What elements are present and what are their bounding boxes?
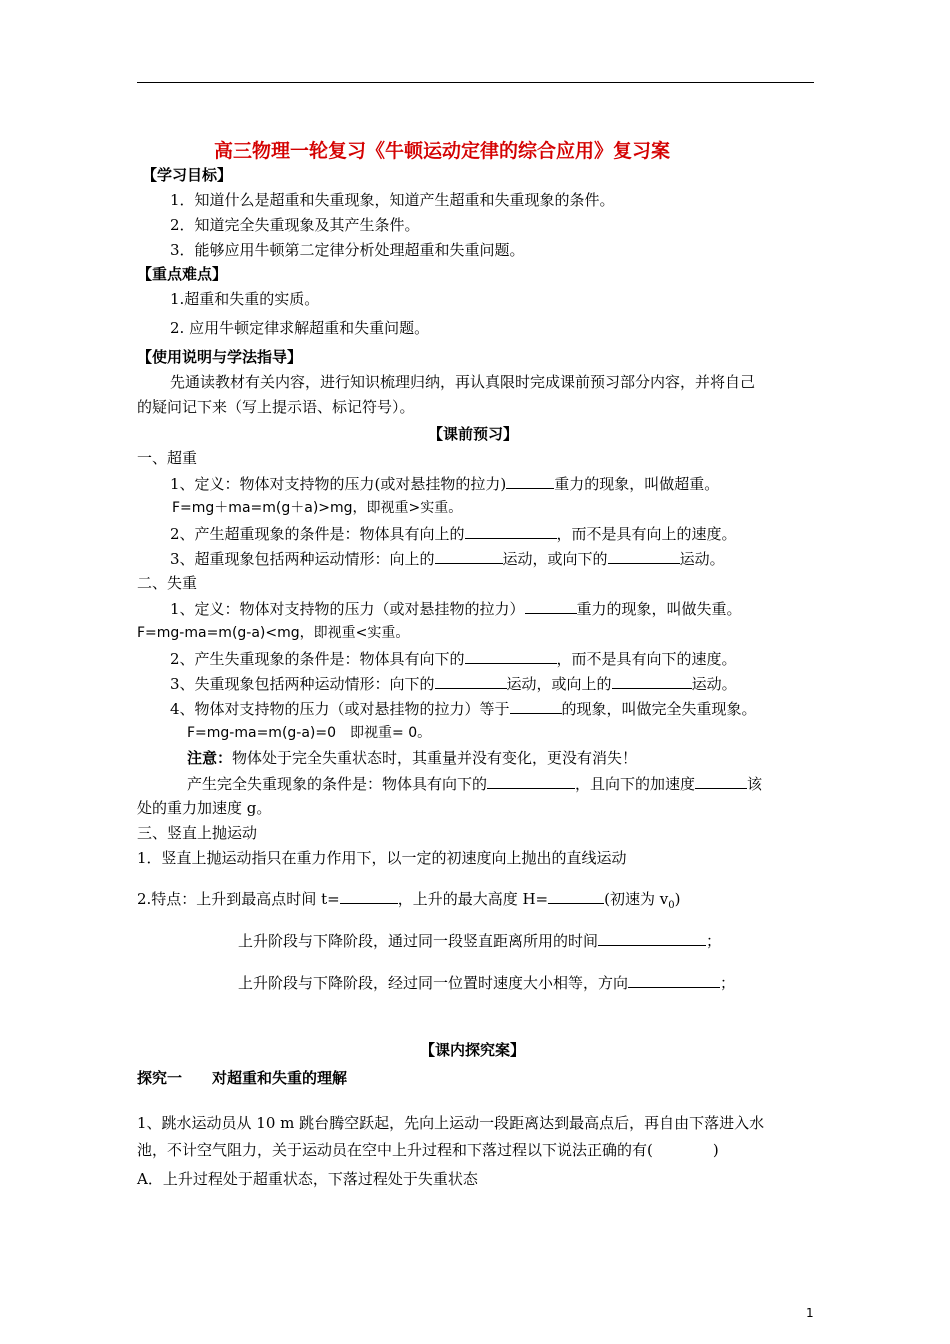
explore-subheading	[137, 1068, 347, 1088]
header-rule	[137, 82, 814, 83]
sec2-formula-zero: F=mg-ma=m(g-a)=0 即视重= 0。	[187, 725, 432, 741]
text: 3、超重现象包括两种运动情形：向上的	[170, 550, 435, 568]
sub-label: 探究一	[137, 1069, 183, 1087]
fill-blank[interactable]	[510, 698, 562, 714]
goals-heading: 【学习目标】	[142, 166, 233, 184]
text: 4、物体对支持物的压力（或对悬挂物的拉力）等于	[170, 700, 510, 718]
text: 该	[747, 775, 763, 793]
fill-blank[interactable]	[465, 523, 557, 539]
text: 2.特点：上升到最高点时间 t=	[137, 890, 340, 908]
preview-heading: 【课前预习】	[428, 425, 519, 443]
fill-blank[interactable]	[612, 673, 692, 689]
text: 重力的现象，叫做失重。	[576, 600, 742, 618]
sec2-continuation: 处的重力加速度 g。	[137, 799, 272, 817]
key-point-item: 1.超重和失重的实质。	[170, 290, 320, 308]
text: 1、定义：物体对支持物的压力(或对悬挂物的拉力)	[170, 475, 507, 493]
goal-item: 1．知道什么是超重和失重现象，知道产生超重和失重现象的条件。	[170, 191, 615, 209]
sec1-cases	[170, 548, 725, 569]
fill-blank[interactable]	[487, 773, 575, 789]
text: 1、定义：物体对支持物的压力（或对悬挂物的拉力）	[170, 600, 525, 618]
text: ；	[720, 974, 736, 992]
fill-blank[interactable]	[506, 473, 554, 489]
section-title: 一、超重	[137, 449, 198, 467]
text: 产生完全失重现象的条件是：物体具有向下的	[187, 775, 488, 793]
sec3-definition: 1．竖直上抛运动指只在重力作用下，以一定的初速度向上抛出的直线运动	[137, 849, 627, 867]
guide-text: 的疑问记下来（写上提示语、标记符号）。	[137, 398, 415, 416]
option-a: A．上升过程处于超重状态，下落过程处于失重状态	[137, 1170, 478, 1188]
subscript: 0	[668, 900, 675, 911]
goal-item: 3．能够应用牛顿第二定律分析处理超重和失重问题。	[170, 241, 525, 259]
sec2-definition	[170, 598, 742, 619]
question-text: 1、跳水运动员从 10 m 跳台腾空跃起，先向上运动一段距离达到最高点后，再自由下落进入水	[137, 1114, 765, 1132]
sec3-time-symmetry	[238, 930, 721, 951]
goal-item: 2．知道完全失重现象及其产生条件。	[170, 216, 420, 234]
text: ；	[706, 932, 722, 950]
sub-title: 对超重和失重的理解	[212, 1069, 348, 1087]
sec1-definition	[170, 473, 719, 494]
text: ，而不是具有向上的速度。	[556, 525, 737, 543]
text: 运动。	[679, 550, 725, 568]
text: 上升阶段与下降阶段，经过同一位置时速度大小相等，方向	[238, 974, 629, 992]
fill-blank[interactable]	[465, 648, 557, 664]
guide-heading: 【使用说明与学法指导】	[137, 348, 303, 366]
text: (初速为 v	[604, 890, 669, 908]
fill-blank[interactable]	[435, 548, 503, 564]
fill-blank[interactable]	[598, 930, 706, 946]
text: 的现象，叫做完全失重现象。	[561, 700, 757, 718]
text: 运动，或向上的	[506, 675, 612, 693]
sec2-condition	[170, 648, 737, 669]
text: 3、失重现象包括两种运动情形：向下的	[170, 675, 435, 693]
sec2-complete-weightless	[170, 698, 757, 719]
text: ，上升的最大高度 H=	[397, 890, 549, 908]
text: 运动。	[691, 675, 737, 693]
question-text: 池，不计空气阻力，关于运动员在空中上升过程和下落过程以下说法正确的有( )	[137, 1141, 719, 1159]
text: )	[674, 890, 681, 908]
key-points-heading: 【重点难点】	[137, 265, 228, 283]
sec2-cases	[170, 673, 737, 694]
sec1-condition	[170, 523, 737, 544]
key-point-item: 2. 应用牛顿定律求解超重和失重问题。	[170, 319, 430, 337]
text: ，而不是具有向下的速度。	[556, 650, 737, 668]
fill-blank[interactable]	[435, 673, 507, 689]
page-number: 1	[806, 1306, 814, 1320]
sec3-speed-symmetry	[238, 972, 735, 993]
sec3-features	[137, 888, 680, 916]
section-title: 三、竖直上抛运动	[137, 824, 258, 842]
note-text: 物体处于完全失重状态时，其重量并没有变化，更没有消失！	[232, 749, 638, 767]
sec2-formula: F=mg-ma=m(g-a)<mg，即视重<实重。	[137, 625, 410, 641]
sec2-complete-condition	[187, 773, 762, 794]
note-label: 注意：	[187, 749, 233, 767]
fill-blank[interactable]	[548, 888, 604, 904]
guide-text: 先通读教材有关内容，进行知识梳理归纳，再认真限时完成课前预习部分内容，并将自己	[170, 373, 756, 391]
document-title: 高三物理一轮复习《牛顿运动定律的综合应用》复习案	[214, 140, 671, 162]
text: ，且向下的加速度	[575, 775, 696, 793]
text: 运动，或向下的	[502, 550, 608, 568]
fill-blank[interactable]	[608, 548, 680, 564]
text: 2、产生超重现象的条件是：物体具有向上的	[170, 525, 465, 543]
fill-blank[interactable]	[525, 598, 577, 614]
section-title: 二、失重	[137, 574, 198, 592]
fill-blank[interactable]	[628, 972, 720, 988]
sec2-note	[187, 748, 637, 768]
sec1-formula: F=mg＋ma=m(g＋a)>mg，即视重>实重。	[172, 500, 463, 516]
fill-blank[interactable]	[340, 888, 398, 904]
text: 2、产生失重现象的条件是：物体具有向下的	[170, 650, 465, 668]
explore-heading: 【课内探究案】	[420, 1041, 526, 1059]
text: 上升阶段与下降阶段，通过同一段竖直距离所用的时间	[238, 932, 599, 950]
fill-blank[interactable]	[695, 773, 747, 789]
text: 重力的现象，叫做超重。	[554, 475, 720, 493]
